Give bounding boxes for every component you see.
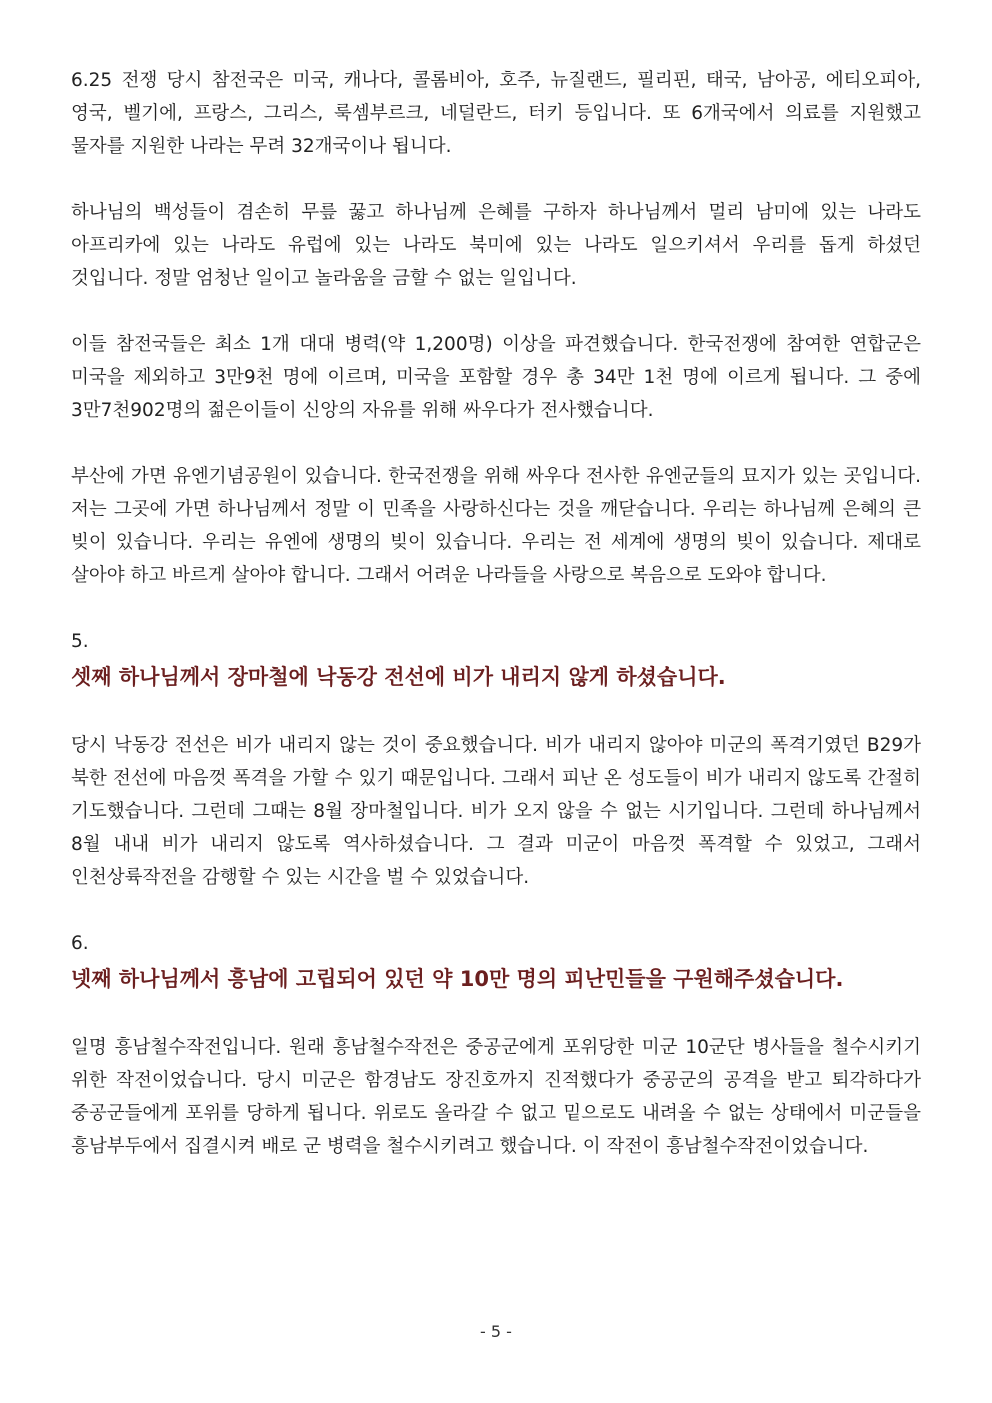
paragraph-gods-people: 하나님의 백성들이 겸손히 무릎 꿇고 하나님께 은혜를 구하자 하나님께서 멀리 남미에 있는 나라도 아프리카에 있는 나라도 유럽에 있는 나라도 북미에 있는 나라도 일으키셔서 우리를 돕게 하셨던 것입니다. 정말 엄청난 일이고 놀라움을 금할 수 없는 일입니다. [71,202,921,289]
page-number: - 5 - [480,1322,512,1341]
paragraph-hungnam-evacuation: 일명 흥남철수작전입니다. 원래 흥남철수작전은 중공군에게 포위당한 미군 10군단 병사들을 철수시키기 위한 작전이었습니다. 당시 미군은 함경남도 장진호까지 진적했다가 중공군의 공격을 받고 퇴각하다가 중공군들에게 포위를 당하게 됩니다. 위로도 올라갈 수 없고 밑으로도 내려올 수 없는 상태에서 미군들을 흥남부두에서 집결시켜 배로 군 병력을 철수시키려고 했습니다. 이 작전이 흥남철수작전이었습니다. [71,1037,921,1157]
section-number-5: 5. [71,631,89,652]
paragraph-gap [71,427,921,460]
paragraph-un-memorial: 부산에 가면 유엔기념공원이 있습니다. 한국전쟁을 위해 싸우다 전사한 유엔군들의 묘지가 있는 곳입니다. 저는 그곳에 가면 하나님께서 정말 이 민족을 사랑하신다는 것을 깨닫습니다. 우리는 하나님께 은혜의 큰 빚이 있습니다. 우리는 유엔에 생명의 빚이 있습니다. 우리는 전 세계에 생명의 빚이 있습니다. 제대로 살아야 하고 바르게 살아야 합니다. 그래서 어려운 나라들을 사랑으로 복음으로 도와야 합니다. [71,466,921,586]
paragraph-gap [71,696,921,729]
paragraph-allied-nations: 6.25 전쟁 당시 참전국은 미국, 캐나다, 콜롬비아, 호주, 뉴질랜드, 필리핀, 태국, 남아공, 에티오피아, 영국, 벨기에, 프랑스, 그리스, 룩셈부르크, 네덜란드, 터키 등입니다. 또 6개국에서 의료를 지원했고 물자를 지원한 나라는 무려 32개국이나 됩니다. [71,70,921,157]
paragraph-gap [71,592,921,625]
document-page [71,64,921,1163]
section-heading-6: 넷째 하나님께서 흥남에 고립되어 있던 약 10만 명의 피난민들을 구원해주셨습니다. [71,967,844,991]
section-number-6: 6. [71,933,89,954]
paragraph-gap [71,163,921,196]
paragraph-gap [71,998,921,1031]
paragraph-troop-numbers: 이들 참전국들은 최소 1개 대대 병력(약 1,200명) 이상을 파견했습니다. 한국전쟁에 참여한 연합군은 미국을 제외하고 3만9천 명에 이르며, 미국을 포함할 경우 총 34만 1천 명에 이르게 됩니다. 그 중에 3만7천902명의 젊은이들이 신앙의 자유를 위해 싸우다가 전사했습니다. [71,334,921,421]
paragraph-nakdong-rain: 당시 낙동강 전선은 비가 내리지 않는 것이 중요했습니다. 비가 내리지 않아야 미군의 폭격기였던 B29가 북한 전선에 마음껏 폭격을 가할 수 있기 때문입니다. 그래서 피난 온 성도들이 비가 내리지 않도록 간절히 기도했습니다. 그런데 그때는 8월 장마철입니다. 비가 오지 않을 수 없는 시기입니다. 그런데 하나님께서 8월 내내 비가 내리지 않도록 역사하셨습니다. 그 결과 미군이 마음껏 폭격할 수 있었고, 그래서 인천상륙작전을 감행할 수 있는 시간을 벌 수 있었습니다. [71,735,921,888]
section-heading-5: 셋째 하나님께서 장마철에 낙동강 전선에 비가 내리지 않게 하셨습니다. [71,665,726,689]
paragraph-gap [71,894,921,927]
paragraph-gap [71,295,921,328]
